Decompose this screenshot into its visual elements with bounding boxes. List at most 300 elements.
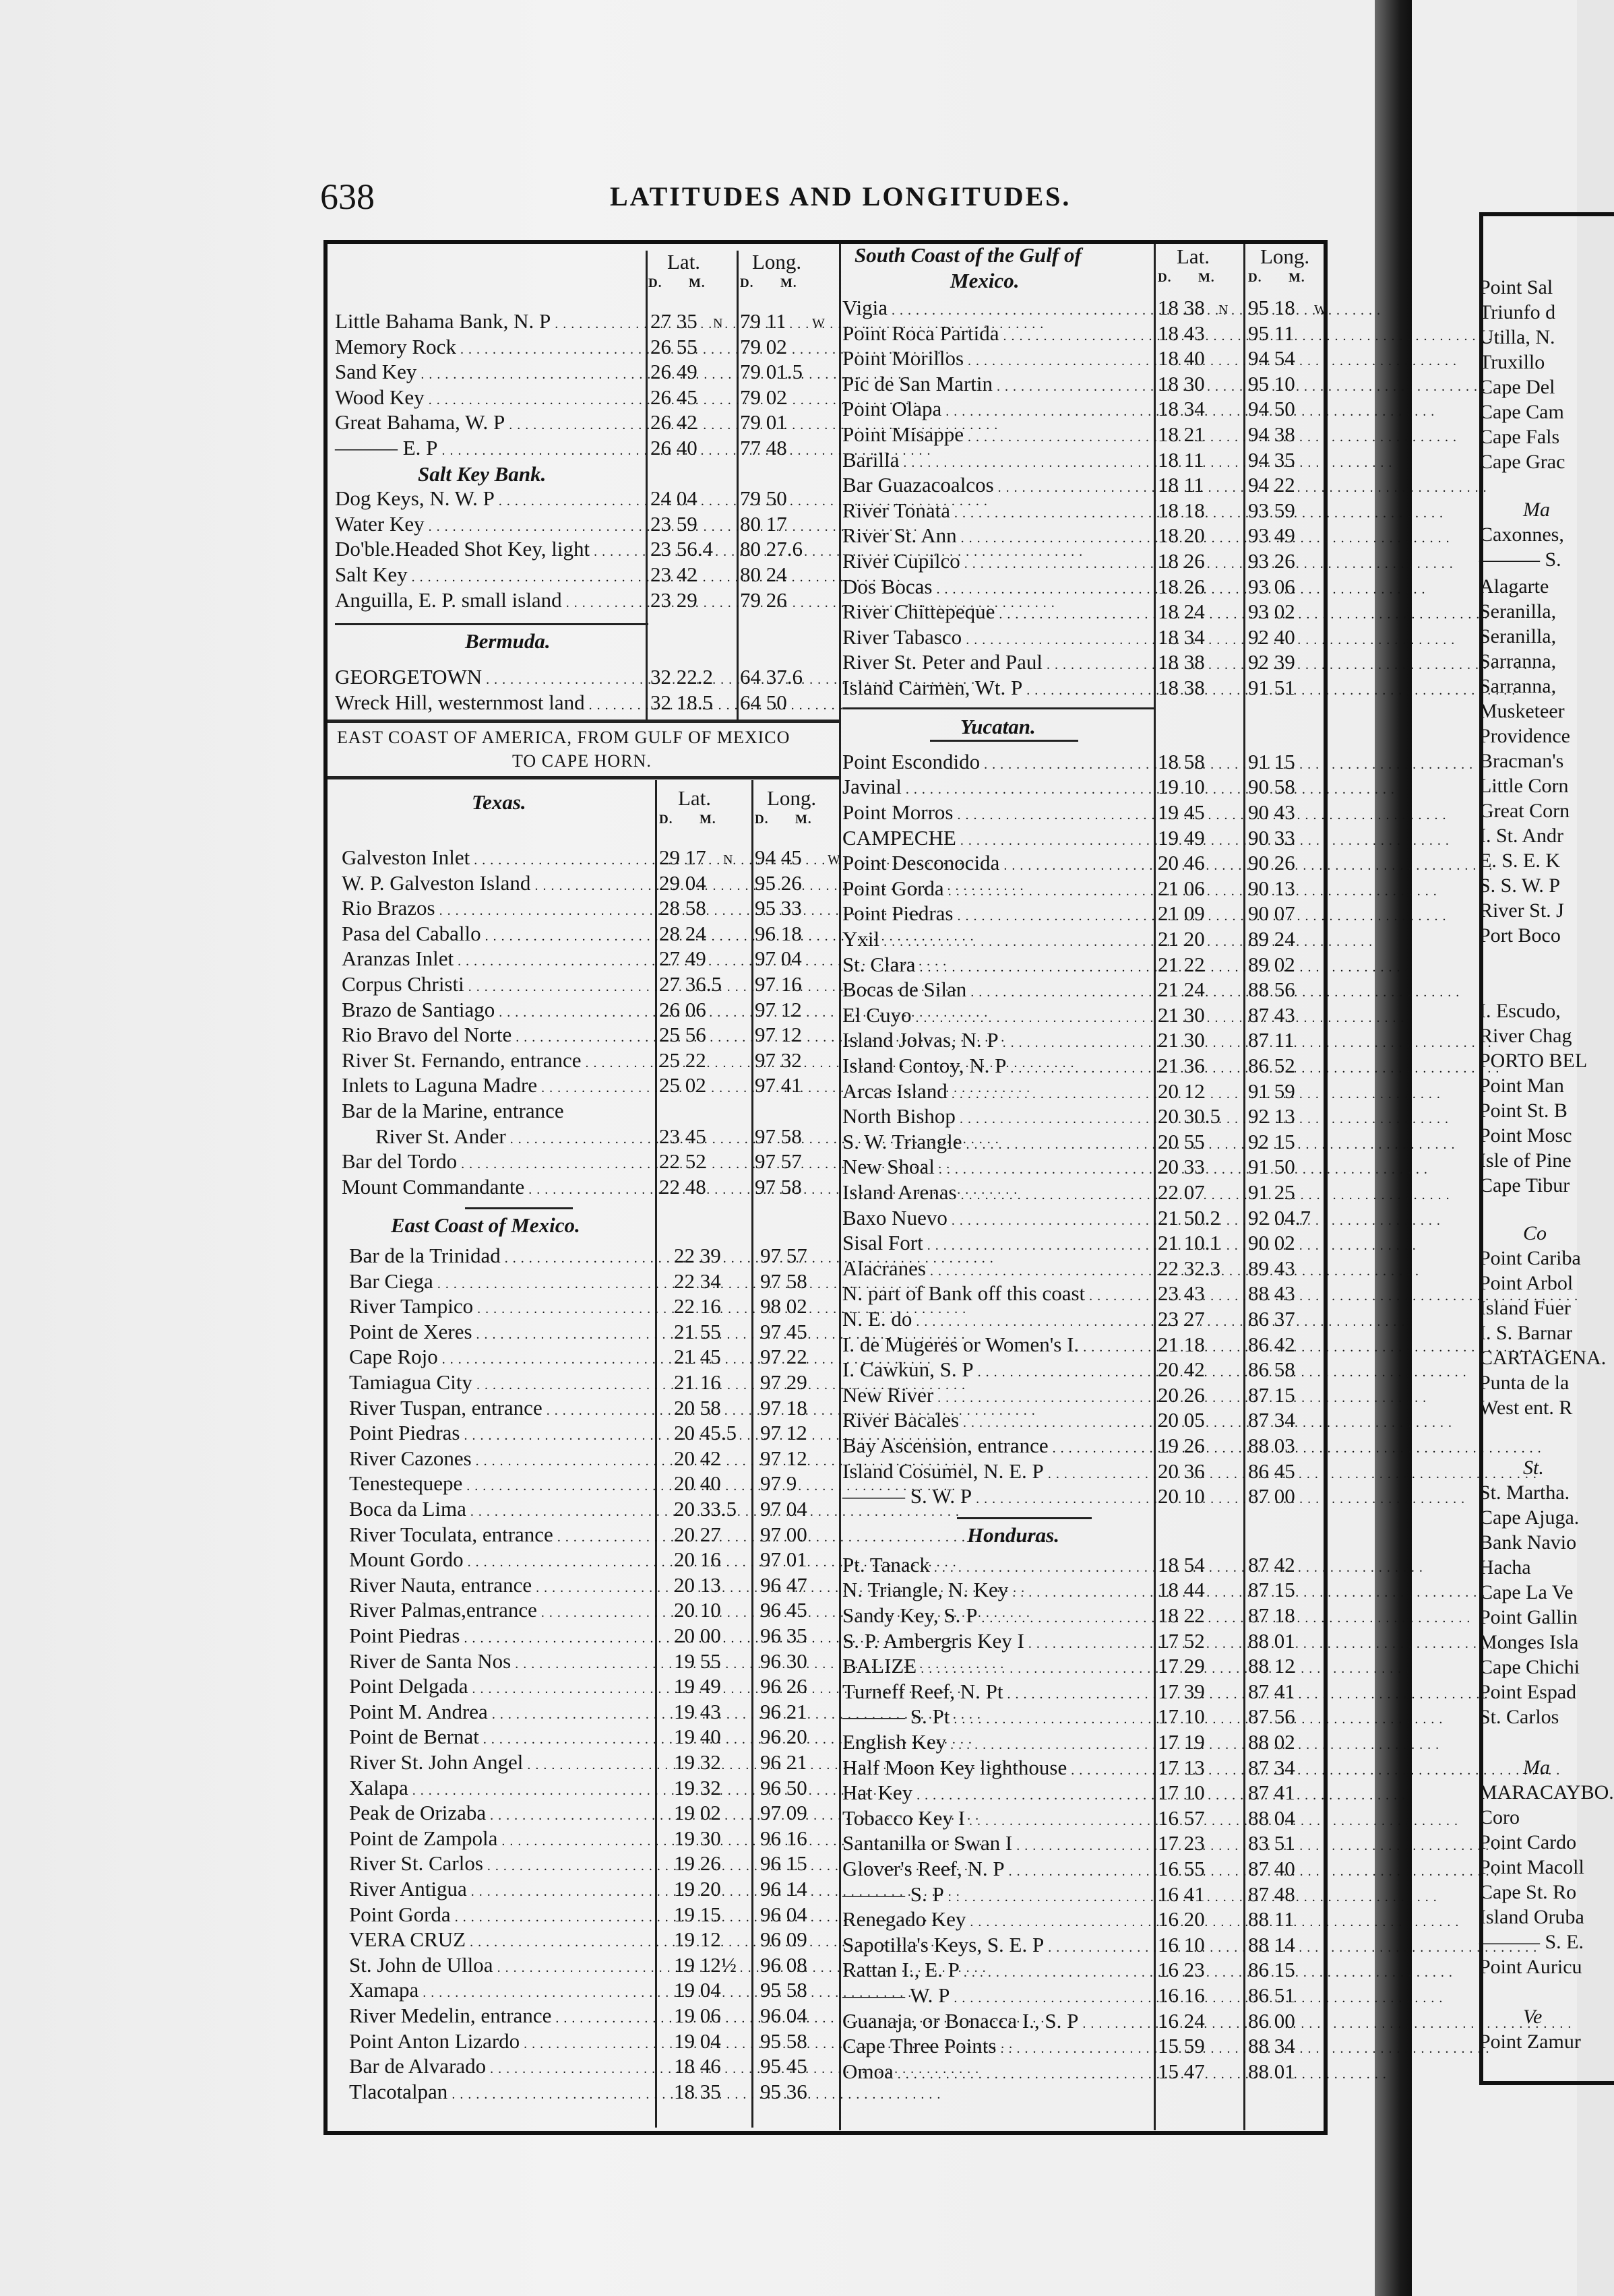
longitude-value: 97 9 xyxy=(760,1471,797,1496)
latitude-value: 20 26 xyxy=(1158,1382,1205,1407)
place-name: North Bishop . . . xyxy=(842,1104,1156,1128)
place-name: River Tabasco . . . xyxy=(842,625,1156,649)
longitude-value: 97 58 xyxy=(755,1124,802,1148)
place-name: BALIZE . . . xyxy=(842,1653,1156,1678)
latitude-value: 29 17 xyxy=(659,846,706,869)
latitude-value: 18 40 xyxy=(1158,346,1205,371)
place-name: S. W. Triangle . . . xyxy=(842,1129,1156,1154)
place-name: Half Moon Key lighthouse . . . xyxy=(842,1755,1156,1780)
latitude-value: 17 39 xyxy=(1158,1679,1205,1703)
longitude-value: 95 36 xyxy=(760,2079,807,2103)
running-head: LATITUDES AND LONGITUDES. xyxy=(610,181,1072,212)
longitude-value: 94 22 xyxy=(1248,473,1295,497)
facing-page-line: Sarranna, xyxy=(1479,675,1557,697)
latitude-value: 26 49 xyxy=(650,360,697,384)
facing-page-line: Point Macoll xyxy=(1479,1856,1584,1878)
place-name: Point Piedras . . . xyxy=(842,901,1156,926)
longitude-value: 91 25 xyxy=(1248,1180,1295,1204)
longitude-value: 79 02 xyxy=(740,334,787,358)
longitude-value: 94 35 xyxy=(1248,447,1295,472)
latitude-value: 18 11 xyxy=(1158,447,1204,472)
place-name: VERA CRUZ . . . xyxy=(349,1927,658,1952)
latitude-value: 18 26 xyxy=(1158,549,1205,573)
place-name: River St. Ander . . . xyxy=(375,1124,658,1149)
place-name: Point Escondido . . . xyxy=(842,749,1156,774)
latitude-value: 17 13 xyxy=(1158,1755,1205,1779)
facing-page-line: Ma xyxy=(1523,1756,1550,1779)
longitude-value: 90 07 xyxy=(1248,901,1295,926)
lat-column-header: Lat. xyxy=(1177,245,1210,268)
place-name: Sand Key . . . xyxy=(335,359,647,384)
longitude-value: 90 58 xyxy=(1248,775,1295,799)
place-name: River Palmas,entrance . . . xyxy=(349,1597,658,1622)
facing-page-line: Truxillo xyxy=(1479,351,1545,373)
section-rule xyxy=(335,623,648,625)
place-name: River Tampico . . . xyxy=(349,1294,658,1318)
facing-page-line: St. xyxy=(1523,1457,1544,1479)
facing-page-line: Bank Navio xyxy=(1479,1531,1577,1554)
longitude-value: 97 04 xyxy=(755,947,802,971)
latitude-value: 20 33.5 xyxy=(674,1497,737,1521)
latitude-value: 18 35 xyxy=(674,2079,721,2103)
latitude-value: 21 09 xyxy=(1158,901,1205,926)
longitude-value: 96 45 xyxy=(760,1598,807,1622)
place-name: Omoa . . . xyxy=(842,2059,1156,2084)
place-name: I. de Mugeres or Women's I. . . . xyxy=(842,1332,1156,1357)
latitude-value: 18 22 xyxy=(1158,1603,1205,1627)
place-name: Bar Guazacoalcos . . . xyxy=(842,472,1156,497)
latitude-value: 20 55 xyxy=(1158,1129,1205,1153)
facing-page-line: I. St. Andr xyxy=(1479,825,1564,847)
longitude-value: 88 11 xyxy=(1248,1907,1295,1932)
place-name: River Chittepeque . . . xyxy=(842,599,1156,624)
longitude-value: 91 51 xyxy=(1248,676,1295,699)
longitude-value: 97 00 xyxy=(760,1522,807,1546)
latitude-value: 18 38 xyxy=(1158,650,1205,674)
latitude-value: 26 40 xyxy=(650,436,697,459)
latitude-value: 20 00 xyxy=(674,1624,721,1648)
place-name: New River . . . xyxy=(842,1382,1156,1407)
minutes-label: M. xyxy=(1289,271,1305,285)
latitude-value: 16 55 xyxy=(1158,1856,1205,1880)
longitude-value: 96 21 xyxy=(760,1750,807,1775)
place-name: Dog Keys, N. W. P . . . xyxy=(335,486,647,511)
latitude-value: 25 22 xyxy=(659,1048,706,1072)
place-name: River Cazones . . . xyxy=(349,1446,658,1471)
place-name: ——— S. W. P . . . xyxy=(842,1484,1156,1508)
section-title: Salt Key Bank. xyxy=(418,461,547,486)
latitude-value: 18 44 xyxy=(1158,1578,1205,1602)
latitude-value: 21 18 xyxy=(1158,1332,1205,1356)
place-name: River Medelin, entrance . . . xyxy=(349,2003,658,2028)
place-name: Vigia . . . xyxy=(842,295,1156,320)
place-name: Anguilla, E. P. small island . . . xyxy=(335,587,647,612)
longitude-value: 89 43 xyxy=(1248,1256,1295,1280)
latitude-value: 26 55 xyxy=(650,334,697,358)
latitude-value: 18 30 xyxy=(1158,371,1205,395)
longitude-value: 95 18 xyxy=(1248,296,1295,319)
facing-page-line: Point Auricu xyxy=(1479,1956,1582,1978)
place-name: Tlacotalpan . . . xyxy=(349,2079,658,2104)
facing-page-line: West ent. R xyxy=(1479,1397,1573,1419)
latitude-value: 19 43 xyxy=(674,1699,721,1723)
latitude-value: 27 35 xyxy=(650,309,697,333)
latitude-value: 21 16 xyxy=(674,1370,721,1395)
longitude-value: 97 45 xyxy=(760,1319,807,1343)
longitude-value: 86 51 xyxy=(1248,1983,1295,2007)
place-name: Tenestequepe . . . xyxy=(349,1471,658,1496)
latitude-hemisphere: N xyxy=(713,316,723,331)
facing-page-line: Point Cardo xyxy=(1479,1831,1577,1853)
longitude-value: 87 48 xyxy=(1248,1882,1295,1906)
place-name: Sapotilla's Keys, S. E. P . . . xyxy=(842,1932,1156,1957)
place-name: ——— S. Pt . . . xyxy=(842,1704,1156,1729)
facing-page-line: I. S. Barnar xyxy=(1479,1322,1573,1344)
place-name: River St. Peter and Paul . . . xyxy=(842,649,1156,674)
latitude-value: 22 39 xyxy=(674,1244,721,1268)
facing-page-line: Point Arbol xyxy=(1479,1272,1574,1294)
facing-page-line: Isle of Pine xyxy=(1479,1149,1572,1172)
section-title: TO CAPE HORN. xyxy=(512,751,652,771)
latitude-value: 20 12 xyxy=(1158,1079,1205,1103)
latitude-hemisphere: N xyxy=(1218,302,1229,317)
longitude-value: 96 35 xyxy=(760,1624,807,1648)
place-name: River Antigua . . . xyxy=(349,1876,658,1901)
longitude-value: 93 49 xyxy=(1248,523,1295,548)
latitude-value: 20 10 xyxy=(674,1598,721,1622)
facing-page-line: MARACAYBO. xyxy=(1479,1781,1614,1804)
place-name: River Toculata, entrance . . . xyxy=(349,1522,658,1547)
longitude-value: 96 47 xyxy=(760,1572,807,1597)
longitude-value: 88 34 xyxy=(1248,2034,1295,2058)
longitude-value: 96 16 xyxy=(760,1826,807,1850)
longitude-value: 96 18 xyxy=(755,921,802,945)
latitude-value: 17 19 xyxy=(1158,1729,1205,1754)
latitude-value: 26 45 xyxy=(650,385,697,409)
facing-page-line: Co xyxy=(1523,1222,1547,1244)
longitude-value: 97 22 xyxy=(760,1345,807,1369)
latitude-value: 26 42 xyxy=(650,410,697,435)
latitude-value: 20 05 xyxy=(1158,1408,1205,1432)
place-name: River de Santa Nos . . . xyxy=(349,1649,658,1673)
place-name: Pt. Tanack . . . xyxy=(842,1552,1156,1577)
place-name: Memory Rock . . . xyxy=(335,334,647,359)
latitude-value: 20 30.5 xyxy=(1158,1104,1220,1128)
longitude-value: 80 27.6 xyxy=(740,537,803,561)
place-name: Boca da Lima . . . xyxy=(349,1496,658,1521)
latitude-value: 18 34 xyxy=(1158,397,1205,421)
facing-page-line: CARTAGENA. xyxy=(1479,1347,1607,1369)
facing-page-line: Sarranna, xyxy=(1479,650,1557,672)
latitude-value: 19 20 xyxy=(674,1877,721,1901)
latitude-value: 18 54 xyxy=(1158,1552,1205,1576)
place-name: Renegado Key . . . xyxy=(842,1907,1156,1932)
place-name: River Bacales . . . xyxy=(842,1407,1156,1432)
place-name: Point M. Andrea . . . xyxy=(349,1699,658,1724)
longitude-value: 92 13 xyxy=(1248,1104,1295,1128)
place-name: River Tuspan, entrance . . . xyxy=(349,1395,658,1420)
facing-page-line: Great Corn xyxy=(1479,800,1570,822)
longitude-hemisphere: W xyxy=(828,852,840,867)
page-number: 638 xyxy=(320,177,375,217)
latitude-value: 18 18 xyxy=(1158,498,1205,522)
facing-page-line: Providence xyxy=(1479,725,1570,747)
place-name: River St. Carlos . . . xyxy=(349,1851,658,1876)
place-name: Point Gorda . . . xyxy=(842,876,1156,901)
longitude-value: 97 58 xyxy=(755,1174,802,1199)
longitude-value: 86 45 xyxy=(1248,1459,1295,1483)
facing-page-line: Punta de la xyxy=(1479,1372,1570,1394)
longitude-value: 96 30 xyxy=(760,1649,807,1673)
latitude-value: 21 10.1 xyxy=(1158,1231,1220,1255)
latitude-value: 19 30 xyxy=(674,1826,721,1850)
longitude-value: 90 26 xyxy=(1248,851,1295,875)
longitude-value: 97 12 xyxy=(760,1446,807,1470)
longitude-value: 88 12 xyxy=(1248,1654,1295,1678)
longitude-value: 95 26 xyxy=(755,870,802,895)
latitude-value: 23 43 xyxy=(1158,1281,1205,1306)
facing-page-line: ——— S. xyxy=(1479,548,1561,571)
latitude-value: 19 49 xyxy=(674,1674,721,1698)
latitude-value: 22 07 xyxy=(1158,1180,1205,1204)
longitude-value: 96 09 xyxy=(760,1927,807,1952)
latitude-value: 18 46 xyxy=(674,2054,721,2078)
place-name: Rio Brazos . . . xyxy=(342,895,658,920)
latitude-value: 21 20 xyxy=(1158,926,1205,951)
latitude-value: 20 40 xyxy=(674,1471,721,1496)
longitude-value: 79 26 xyxy=(740,587,787,612)
section-title: Bermuda. xyxy=(465,629,551,653)
degrees-label: D. xyxy=(740,276,754,290)
minutes-label: M. xyxy=(780,276,797,290)
longitude-value: 96 26 xyxy=(760,1674,807,1698)
latitude-value: 20 46 xyxy=(1158,851,1205,875)
place-name: Island Cosumel, N. E. P . . . xyxy=(842,1459,1156,1484)
latitude-value: 19 12 xyxy=(674,1927,721,1952)
place-name: Point de Zampola . . . xyxy=(349,1826,658,1851)
place-name: Point de Xeres . . . xyxy=(349,1319,658,1344)
longitude-value: 87 15 xyxy=(1248,1382,1295,1407)
place-name: Brazo de Santiago . . . xyxy=(342,997,658,1022)
longitude-value: 88 01 xyxy=(1248,1628,1295,1653)
latitude-value: 16 23 xyxy=(1158,1958,1205,1982)
place-name: Point Roca Partida . . . xyxy=(842,321,1156,346)
place-name: Bar de la Trinidad . . . xyxy=(349,1243,658,1268)
facing-page-line: Point Man xyxy=(1479,1075,1564,1097)
latitude-value: 21 55 xyxy=(674,1319,721,1343)
facing-page-line: I. Escudo, xyxy=(1479,1000,1561,1022)
place-name: N. part of Bank off this coast . . . xyxy=(842,1281,1156,1306)
longitude-value: 93 26 xyxy=(1248,549,1295,573)
place-name: River St. Fernando, entrance . . . xyxy=(342,1048,658,1073)
latitude-value: 21 06 xyxy=(1158,876,1205,900)
longitude-value: 77 48 xyxy=(740,436,787,459)
place-name: Point Olapa . . . xyxy=(842,396,1156,421)
place-name: Point Morillos . . . xyxy=(842,346,1156,371)
minutes-label: M. xyxy=(795,812,812,827)
place-name: Island Jolvas, N. P . . . xyxy=(842,1027,1156,1052)
latitude-value: 18 34 xyxy=(1158,625,1205,649)
facing-page-line: Utilla, N. xyxy=(1479,326,1555,348)
facing-page-line: Cape Chichi xyxy=(1479,1656,1580,1678)
facing-page-line: E. S. E. K xyxy=(1479,850,1560,872)
latitude-value: 15 59 xyxy=(1158,2034,1205,2058)
longitude-value: 97 58 xyxy=(760,1269,807,1293)
place-name: ——— E. P . . . xyxy=(335,435,647,460)
latitude-value: 20 13 xyxy=(674,1572,721,1597)
place-name: Cape Rojo . . . xyxy=(349,1344,658,1369)
degrees-label: D. xyxy=(648,276,662,290)
facing-page-line: ——— S. E. xyxy=(1479,1931,1584,1953)
place-name: Bar de Alvarado . . . xyxy=(349,2053,658,2078)
latitude-value: 16 20 xyxy=(1158,1907,1205,1932)
facing-page-line: Monges Isla xyxy=(1479,1631,1579,1653)
place-name: Tamiagua City . . . xyxy=(349,1370,658,1395)
longitude-value: 96 20 xyxy=(760,1725,807,1749)
longitude-value: 64 50 xyxy=(740,690,787,714)
latitude-value: 16 10 xyxy=(1158,1932,1205,1956)
place-name: Arcas Island . . . xyxy=(842,1079,1156,1104)
place-name: N. E. do . . . xyxy=(842,1306,1156,1331)
place-name: Bay Ascension, entrance . . . xyxy=(842,1433,1156,1458)
long-column-header: Long. xyxy=(752,250,802,274)
longitude-value: 92 39 xyxy=(1248,650,1295,674)
place-name: ——— S. P . . . xyxy=(842,1882,1156,1907)
latitude-value: 16 41 xyxy=(1158,1882,1205,1906)
facing-page-line: Island Fuer xyxy=(1479,1297,1571,1319)
place-name: Point Morros . . . xyxy=(842,800,1156,825)
longitude-value: 95 58 xyxy=(760,1978,807,2002)
longitude-hemisphere: W xyxy=(1314,302,1327,317)
place-name: Peak de Orizaba . . . xyxy=(349,1800,658,1825)
latitude-value: 18 58 xyxy=(1158,749,1205,773)
latitude-value: 22 16 xyxy=(674,1294,721,1318)
latitude-hemisphere: N xyxy=(723,852,733,867)
facing-page-line: Island Oruba xyxy=(1479,1906,1584,1928)
latitude-value: 17 29 xyxy=(1158,1654,1205,1678)
latitude-value: 20 45.5 xyxy=(674,1421,737,1445)
latitude-value: 26 06 xyxy=(659,997,706,1021)
place-name: Point Misappe . . . xyxy=(842,422,1156,447)
longitude-value: 87 11 xyxy=(1248,1028,1295,1052)
latitude-value: 25 02 xyxy=(659,1073,706,1097)
longitude-value: 86 42 xyxy=(1248,1332,1295,1356)
section-rule xyxy=(930,740,1078,742)
place-name: Corpus Christi . . . xyxy=(342,971,658,996)
latitude-value: 28 24 xyxy=(659,921,706,945)
degrees-label: D. xyxy=(1158,271,1172,285)
longitude-value: 97 57 xyxy=(755,1149,802,1174)
section-rule xyxy=(328,776,840,779)
place-name: Pic de San Martin . . . xyxy=(842,371,1156,396)
place-name: Bar Ciega . . . xyxy=(349,1269,658,1294)
place-name: Island Carmen, Wt. P . . . xyxy=(842,675,1156,700)
place-name: Point de Bernat . . . xyxy=(349,1724,658,1749)
longitude-value: 90 02 xyxy=(1248,1231,1295,1255)
latitude-value: 23 27 xyxy=(1158,1306,1205,1331)
longitude-value: 87 42 xyxy=(1248,1552,1295,1576)
latitude-value: 18 11 xyxy=(1158,473,1204,497)
longitude-value: 87 43 xyxy=(1248,1002,1295,1027)
longitude-value: 93 02 xyxy=(1248,600,1295,624)
place-name: Santanilla or Swan I . . . xyxy=(842,1830,1156,1855)
longitude-value: 79 02 xyxy=(740,385,787,409)
longitude-value: 97 57 xyxy=(760,1244,807,1268)
longitude-hemisphere: W xyxy=(812,316,825,331)
longitude-value: 96 21 xyxy=(760,1699,807,1723)
longitude-value: 94 38 xyxy=(1248,422,1295,446)
place-name: S. P. Ambergris Key I . . . xyxy=(842,1628,1156,1653)
longitude-value: 87 41 xyxy=(1248,1679,1295,1703)
place-name: St. John de Ulloa . . . xyxy=(349,1952,658,1977)
latitude-value: 17 23 xyxy=(1158,1831,1205,1855)
latitude-value: 19 32 xyxy=(674,1750,721,1775)
place-name: Great Bahama, W. P . . . xyxy=(335,410,647,435)
section-title: South Coast of the Gulf of xyxy=(855,243,1082,267)
longitude-value: 92 40 xyxy=(1248,625,1295,649)
section-title: East Coast of Mexico. xyxy=(391,1213,580,1238)
longitude-value: 91 15 xyxy=(1248,749,1295,773)
place-name: El Cuyo . . . xyxy=(842,1002,1156,1027)
latitude-value: 24 04 xyxy=(650,486,697,511)
place-name: Do'ble.Headed Shot Key, light . . . xyxy=(335,536,647,561)
place-name: Rio Bravo del Norte . . . xyxy=(342,1022,658,1047)
facing-page-line: Bracman's xyxy=(1479,750,1564,772)
longitude-value: 88 56 xyxy=(1248,978,1295,1002)
section-rule xyxy=(465,1207,573,1209)
place-name: Tobacco Key I . . . xyxy=(842,1806,1156,1830)
longitude-value: 97 12 xyxy=(755,997,802,1021)
latitude-value: 21 50.2 xyxy=(1158,1205,1220,1230)
longitude-value: 96 14 xyxy=(760,1877,807,1901)
facing-page-line: St. Carlos xyxy=(1479,1706,1559,1728)
latitude-value: 17 10 xyxy=(1158,1704,1205,1729)
longitude-value: 96 04 xyxy=(760,2004,807,2028)
place-name: Galveston Inlet . . . xyxy=(342,845,658,870)
latitude-value: 16 24 xyxy=(1158,2008,1205,2033)
facing-page-line: Cape Del xyxy=(1479,376,1555,398)
facing-page-line: Triunfo d xyxy=(1479,301,1556,323)
longitude-value: 95 33 xyxy=(755,896,802,920)
longitude-value: 86 37 xyxy=(1248,1306,1295,1331)
facing-page-line: Point Mosc xyxy=(1479,1124,1572,1147)
longitude-value: 96 50 xyxy=(760,1775,807,1799)
place-name: Cape Three Points . . . xyxy=(842,2033,1156,2058)
place-name: River St. Ann . . . xyxy=(842,523,1156,548)
longitude-value: 97 29 xyxy=(760,1370,807,1395)
latitude-value: 19 40 xyxy=(674,1725,721,1749)
place-name: Pasa del Caballo . . . xyxy=(342,921,658,946)
longitude-value: 95 58 xyxy=(760,2029,807,2053)
facing-page-line: Point St. B xyxy=(1479,1099,1568,1122)
place-name: Sandy Key, S. P . . . xyxy=(842,1603,1156,1628)
place-name: Mount Gordo . . . xyxy=(349,1547,658,1572)
longitude-value: 79 50 xyxy=(740,486,787,511)
degrees-label: D. xyxy=(659,812,673,827)
latitude-value: 18 43 xyxy=(1158,321,1205,345)
longitude-value: 97 16 xyxy=(755,972,802,996)
latitude-value: 22 48 xyxy=(659,1174,706,1199)
longitude-value: 94 50 xyxy=(1248,397,1295,421)
place-name: Sisal Fort . . . xyxy=(842,1230,1156,1255)
section-title: EAST COAST OF AMERICA, FROM GULF OF MEXICO xyxy=(337,728,790,747)
longitude-value: 94 54 xyxy=(1248,346,1295,371)
longitude-value: 90 33 xyxy=(1248,825,1295,850)
facing-page-line: Hacha xyxy=(1479,1556,1531,1578)
facing-page-line: River Chag xyxy=(1479,1025,1572,1047)
section-rule xyxy=(842,707,1154,709)
longitude-value: 94 45 xyxy=(755,846,802,869)
